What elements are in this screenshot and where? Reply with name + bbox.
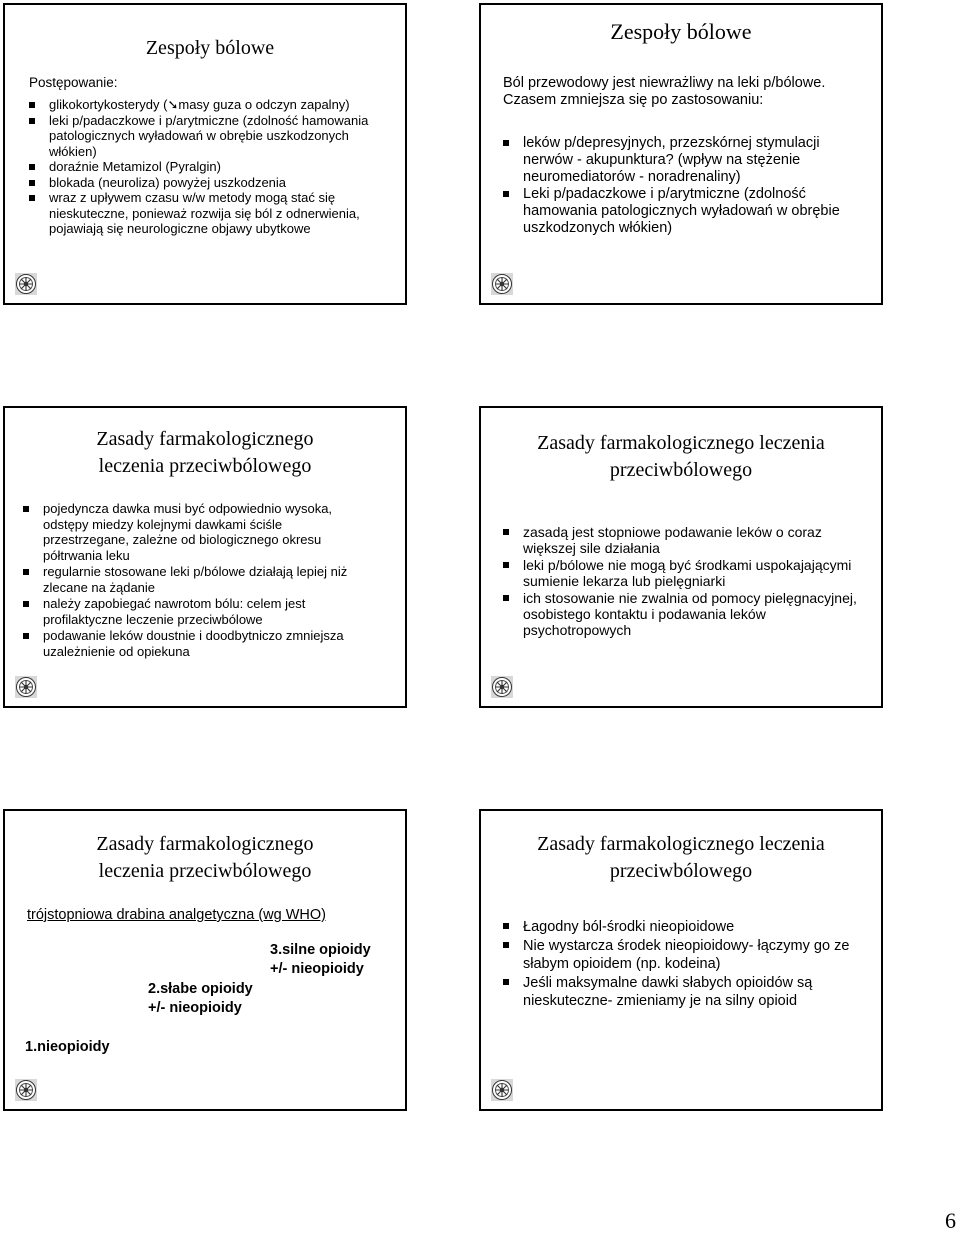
page-number: 6 <box>945 1208 956 1233</box>
ladder-subtitle: trójstopniowa drabina analgetyczna (wg WHO) <box>27 907 326 923</box>
list-item: Łagodny ból-środki nieopioidowe <box>503 918 863 936</box>
slide-3 <box>3 406 407 708</box>
seal-logo-icon <box>15 273 37 295</box>
list-item: ich stosowanie nie zwalnia od pomocy pielęgnacyjnej, osobistego kontaktu i podawania leków psychotropowych <box>503 590 873 638</box>
slide-4 <box>479 406 883 708</box>
list-item: zasadą jest stopniowe podawanie leków o coraz większej sile działania <box>503 524 873 556</box>
step-note: +/- nieopioidy <box>148 1000 242 1016</box>
slide-intro: Postępowanie: <box>29 75 118 90</box>
seal-logo-icon <box>15 676 37 698</box>
seal-logo-icon <box>15 1079 37 1101</box>
slide-title: Zasady farmakologicznego leczenia przeciwbólowego <box>96 428 314 477</box>
seal-logo-icon <box>491 1079 513 1101</box>
bullet-list <box>503 524 873 638</box>
bullet-list <box>23 501 363 659</box>
slide-title: Zasady farmakologicznego leczenia przeciwbólowego <box>96 833 314 882</box>
slide-title: Zasady farmakologicznego leczenia przeciwbólowego <box>537 833 825 882</box>
list-item: glikokortykosterydy (➘masy guza o odczyn zapalny) <box>29 97 379 113</box>
slide-title: Zespoły bólowe <box>610 19 752 44</box>
list-item: leki p/bólowe nie mogą być środkami uspokajającymi sumienie lekarza lub pielęgniarki <box>503 557 873 589</box>
list-item: wraz z upływem czasu w/w metody mogą stać się nieskuteczne, ponieważ rozwija się ból z odnerwienia, pojawiają się neurologiczne objawy ubytkowe <box>29 190 379 237</box>
step-label: 2.słabe opioidy <box>148 981 253 997</box>
bullet-list <box>503 135 853 237</box>
step-label: 3.silne opioidy <box>270 942 371 958</box>
list-item: należy zapobiegać nawrotom bólu: celem jest profilaktyczne leczenie przeciwbólowe <box>23 596 363 627</box>
seal-logo-icon <box>491 273 513 295</box>
slide-title: Zespoły bólowe <box>145 37 275 59</box>
list-item: leki p/padaczkowe i p/arytmiczne (zdolność hamowania patologicznych wyładowań w obrębie uszkodzonych włókien) <box>29 113 379 160</box>
list-item: regularnie stosowane leki p/bólowe działają lepiej niż zlecane na żądanie <box>23 564 363 595</box>
list-item: doraźnie Metamizol (Pyralgin) <box>29 159 379 175</box>
list-item: Leki p/padaczkowe i p/arytmiczne (zdolność hamowania patologicznych wyładowań w obrębie uszkodzonych włókien) <box>503 186 853 237</box>
ladder-step-3 <box>270 941 371 979</box>
slide-title: Zasady farmakologicznego leczenia przeciwbólowego <box>537 432 825 481</box>
list-item: pojedyncza dawka musi być odpowiednio wysoka, odstępy miedzy kolejnymi dawkami ściśle przestrzegane, zależne od biologicznego okresu półtrwania leku <box>23 501 363 563</box>
bullet-list <box>503 918 863 1010</box>
ladder-step-1: 1.nieopioidy <box>25 1039 110 1055</box>
slide-5 <box>3 809 407 1111</box>
list-item: leków p/depresyjnych, przezskórnej stymulacji nerwów - akupunktura? (wpływ na stężenie neuromediatorów - noradrenaliny) <box>503 135 853 186</box>
seal-logo-icon <box>491 676 513 698</box>
list-item: Nie wystarcza środek nieopioidowy- łączymy go ze słabym opioidem (np. kodeina) <box>503 937 863 973</box>
slide-2 <box>479 3 883 305</box>
ladder-step-2 <box>148 980 253 1018</box>
list-item: blokada (neuroliza) powyżej uszkodzenia <box>29 175 379 191</box>
step-note: +/- nieopioidy <box>270 961 364 977</box>
slide-intro: Ból przewodowy jest niewrażliwy na leki p/bólowe. Czasem zmniejsza się po zastosowaniu: <box>503 75 826 108</box>
bullet-list <box>29 97 379 237</box>
list-item: podawanie leków doustnie i doodbytniczo zmniejsza uzależnienie od opiekuna <box>23 628 363 659</box>
slide-1 <box>3 3 407 305</box>
slide-6 <box>479 809 883 1111</box>
list-item: Jeśli maksymalne dawki słabych opioidów są nieskuteczne- zmieniamy je na silny opioid <box>503 974 863 1010</box>
